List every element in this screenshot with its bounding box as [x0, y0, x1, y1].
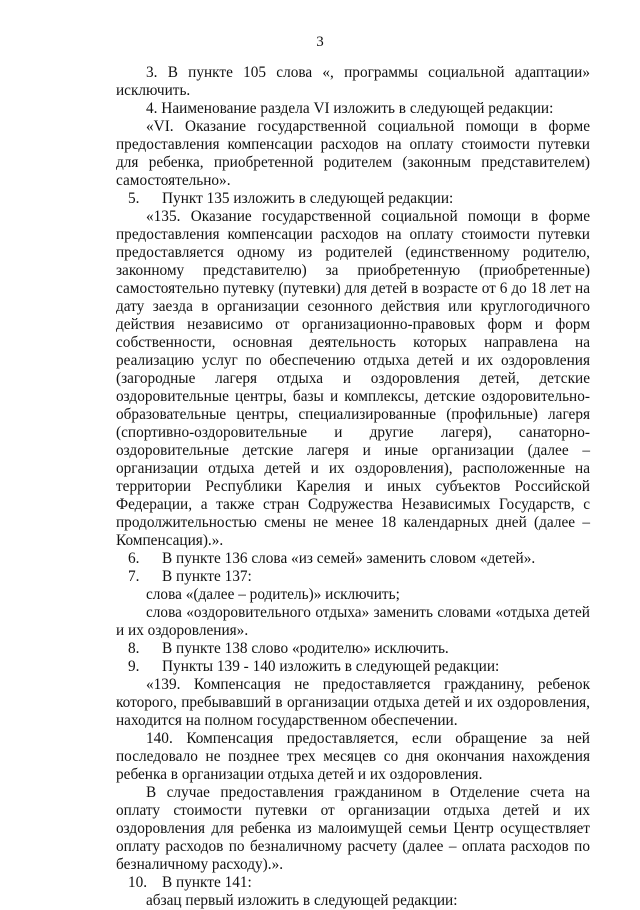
- paragraph-number: 8.: [128, 640, 140, 657]
- paragraph: слова «(далее – родитель)» исключить;: [146, 586, 400, 603]
- paragraph: [116, 640, 590, 658]
- paragraph: [116, 550, 590, 568]
- paragraph: [116, 190, 590, 208]
- paragraph-number: 9.: [128, 658, 140, 675]
- paragraph: [116, 874, 590, 892]
- paragraph-text: Пункт 135 изложить в следующей редакции:: [162, 190, 454, 207]
- paragraph: 4. Наименование раздела VI изложить в следующей редакции:: [146, 100, 554, 117]
- paragraph-number: 10.: [128, 874, 148, 891]
- paragraph: [116, 568, 590, 586]
- paragraph-number: 7.: [128, 568, 140, 585]
- paragraph: 140. Компенсация предоставляется, если обращение за ней последовало не позднее трех месяцев со дня окончания нахождения ребенка в организации отдыха детей и их оздоровления.: [116, 730, 590, 783]
- paragraph-text: В пункте 141:: [162, 874, 252, 891]
- paragraph: [116, 658, 590, 676]
- paragraph-number: 5.: [128, 190, 140, 207]
- document-body: [116, 64, 590, 910]
- paragraph: слова «оздоровительного отдыха» заменить словами «отдыха детей и их оздоровления».: [116, 604, 590, 639]
- paragraph-text: В пункте 136 слова «из семей» заменить словом «детей».: [162, 550, 536, 567]
- paragraph: «135. Оказание государственной социальной помощи в форме предоставления компенсации расходов на оплату стоимости путевки предоставляется одному из родителей (единственному родителю, законному представителю) за приобретенную (приобретенные) самостоятельно путевку (путевки) для детей в возрасте от 6 до 18 лет на дату заезда в организации сезонного действия или круглогодичного действия независимо от организационно-правовых форм и форм собственности, основная деятельность которых направлена на реализацию услуг по обеспечению отдыха детей и их оздоровления (загородные лагеря отдыха и оздоровления детей, детские оздоровительные центры, базы и комплексы, детские оздоровительно-образовательные центры, специализированные (профильные) лагеря (спортивно-оздоровительные и другие лагеря), санаторно-оздоровительные детские лагеря и иные организации (далее – организации отдыха детей и их оздоровления), расположенные на территории Республики Карелия и иных субъектов Российской Федерации, а также стран Содружества Независимых Государств, с продолжительностью смены не менее 18 календарных дней (далее – Компенсация).».: [116, 208, 590, 549]
- paragraph: «VI. Оказание государственной социальной помощи в форме предоставления компенсации расходов на оплату стоимости путевки для ребенка, приобретенной родителем (законным представителем) самостоятельно».: [116, 118, 590, 189]
- paragraph-text: В пункте 138 слово «родителю» исключить.: [162, 640, 449, 657]
- paragraph: абзац первый изложить в следующей редакции:: [146, 892, 458, 909]
- page-number: 3: [316, 34, 324, 50]
- paragraph-text: Пункты 139 - 140 изложить в следующей редакции:: [162, 658, 500, 675]
- paragraph-text: В пункте 137:: [162, 568, 252, 585]
- paragraph: «139. Компенсация не предоставляется гражданину, ребенок которого, пребывавший в организации отдыха детей и их оздоровления, находится на полном государственном обеспечении.: [116, 676, 590, 729]
- paragraph: 3. В пункте 105 слова «, программы социальной адаптации» исключить.: [116, 64, 590, 99]
- paragraph: В случае предоставления гражданином в Отделение счета на оплату стоимости путевки от организации отдыха детей и их оздоровления для ребенка из малоимущей семьи Центр осуществляет оплату расходов по безналичному расчету (далее – оплата расходов по безналичному расходу).».: [116, 784, 590, 873]
- paragraph-number: 6.: [128, 550, 140, 567]
